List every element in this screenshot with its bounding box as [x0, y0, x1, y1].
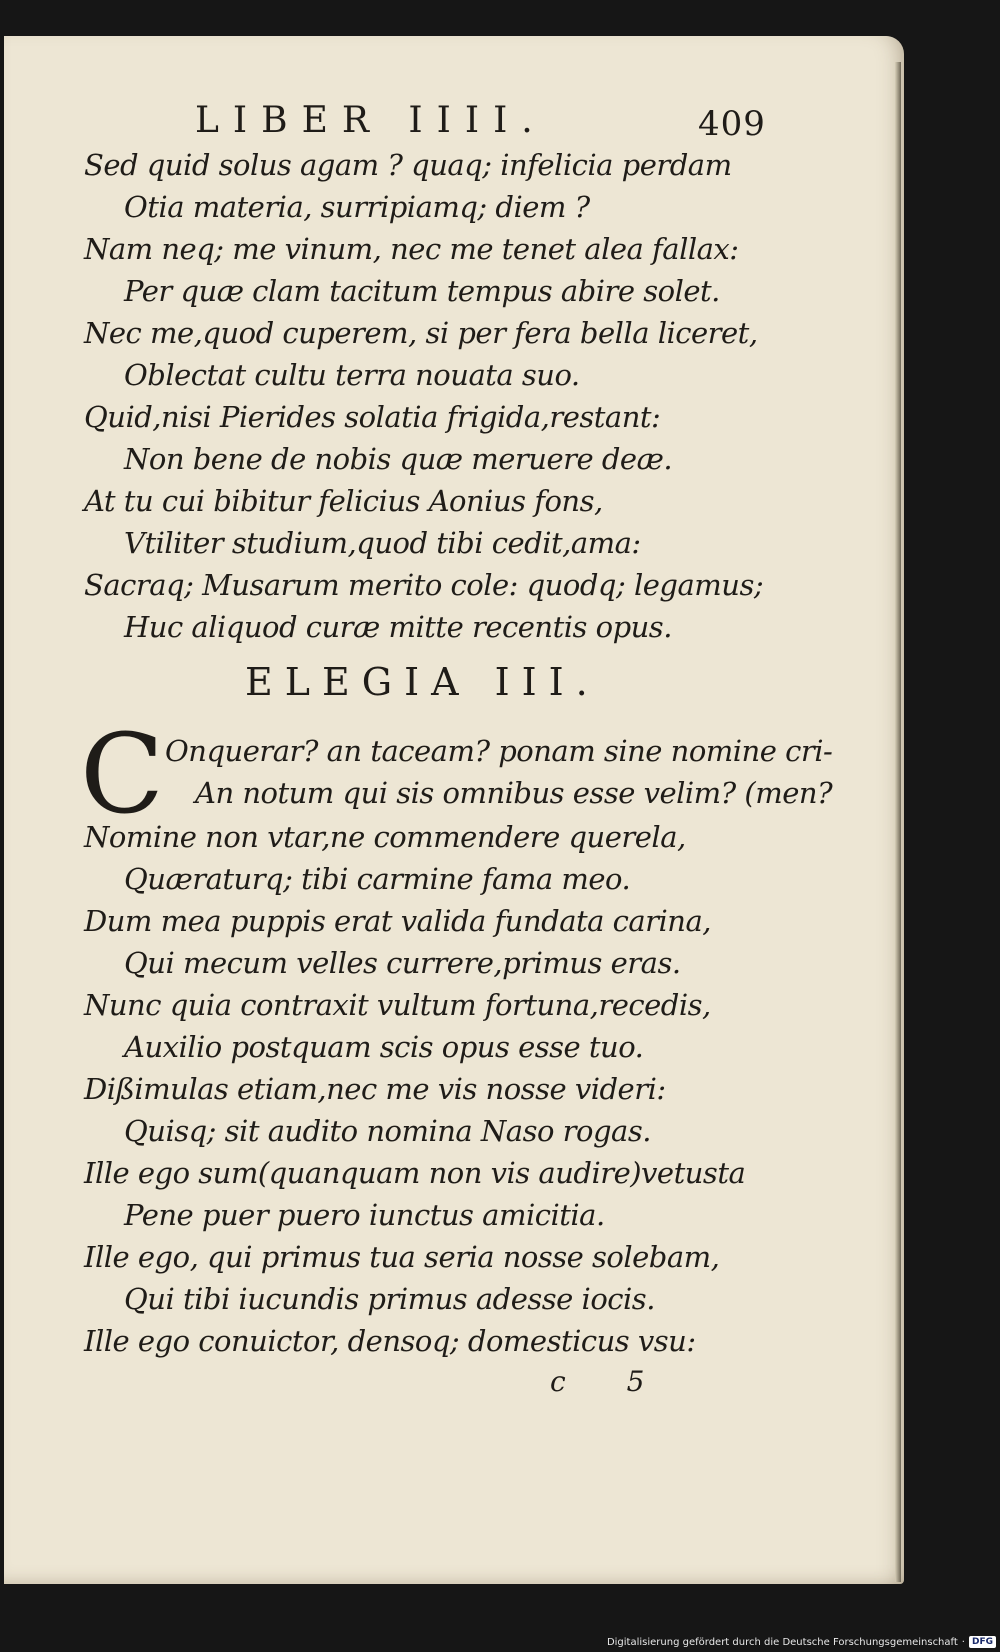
verse-line: Per quæ clam tacitum tempus abire solet.	[124, 274, 720, 308]
verse-line: Nunc quia contraxit vultum fortuna,recedis,	[84, 988, 711, 1022]
verse-line: An notum qui sis omnibus esse velim? (men?	[195, 776, 833, 810]
verse-line: Dum mea puppis erat valida fundata carina,	[84, 904, 711, 938]
page-number: 409	[698, 104, 766, 144]
verse-line: Ille ego sum(quanquam non vis audire)vetusta	[84, 1156, 746, 1190]
verse-line: Nec me,quod cuperem, si per fera bella liceret,	[84, 316, 758, 350]
credit-text: Digitalisierung gefördert durch die Deutsche Forschungsgemeinschaft	[606, 1636, 958, 1648]
verse-line: Ille ego, qui primus tua seria nosse solebam,	[84, 1240, 720, 1274]
dash: ·	[961, 1636, 965, 1648]
signature-mark: c 5	[550, 1365, 671, 1398]
verse-line: Sed quid solus agam ? quaq; infelicia perdam	[84, 148, 732, 182]
verse-line: Oblectat cultu terra nouata suo.	[124, 358, 580, 392]
verse-line: Non bene de nobis quæ meruere deæ.	[124, 442, 673, 476]
verse-line: Onquerar? an taceam? ponam sine nomine cri-	[165, 734, 833, 768]
verse-line: Dißimulas etiam,nec me vis nosse videri:	[84, 1072, 666, 1106]
verse-line: Huc aliquod curæ mitte recentis opus.	[124, 610, 672, 644]
verse-line: Qui mecum velles currere,primus eras.	[124, 946, 681, 980]
verse-line: Nomine non vtar,ne commendere querela,	[84, 820, 686, 854]
verse-line: At tu cui bibitur felicius Aonius fons,	[84, 484, 603, 518]
verse-line: Qui tibi iucundis primus adesse iocis.	[124, 1282, 655, 1316]
elegy-heading: ELEGIA III.	[245, 660, 600, 704]
dfg-logo-icon: DFG	[969, 1636, 996, 1648]
verse-line: Vtiliter studium,quod tibi cedit,ama:	[124, 526, 641, 560]
verse-line: Quid,nisi Pierides solatia frigida,restant:	[84, 400, 661, 434]
drop-cap: C	[80, 710, 164, 838]
verse-line: Sacraq; Musarum merito cole: quodq; legamus;	[84, 568, 764, 602]
verse-line: Ille ego conuictor, densoq; domesticus vsu:	[84, 1324, 696, 1358]
page-edge	[895, 62, 901, 1582]
verse-line: Pene puer puero iunctus amicitia.	[124, 1198, 605, 1232]
verse-line: Quæraturq; tibi carmine fama meo.	[124, 862, 631, 896]
verse-line: Nam neq; me vinum, nec me tenet alea fallax:	[84, 232, 739, 266]
digitization-credit	[607, 1636, 996, 1648]
running-head: LIBER IIII.	[195, 100, 547, 141]
verse-line: Otia materia, surripiamq; diem ?	[124, 190, 590, 224]
verse-line: Quisq; sit audito nomina Naso rogas.	[124, 1114, 651, 1148]
verse-line: Auxilio postquam scis opus esse tuo.	[124, 1030, 644, 1064]
